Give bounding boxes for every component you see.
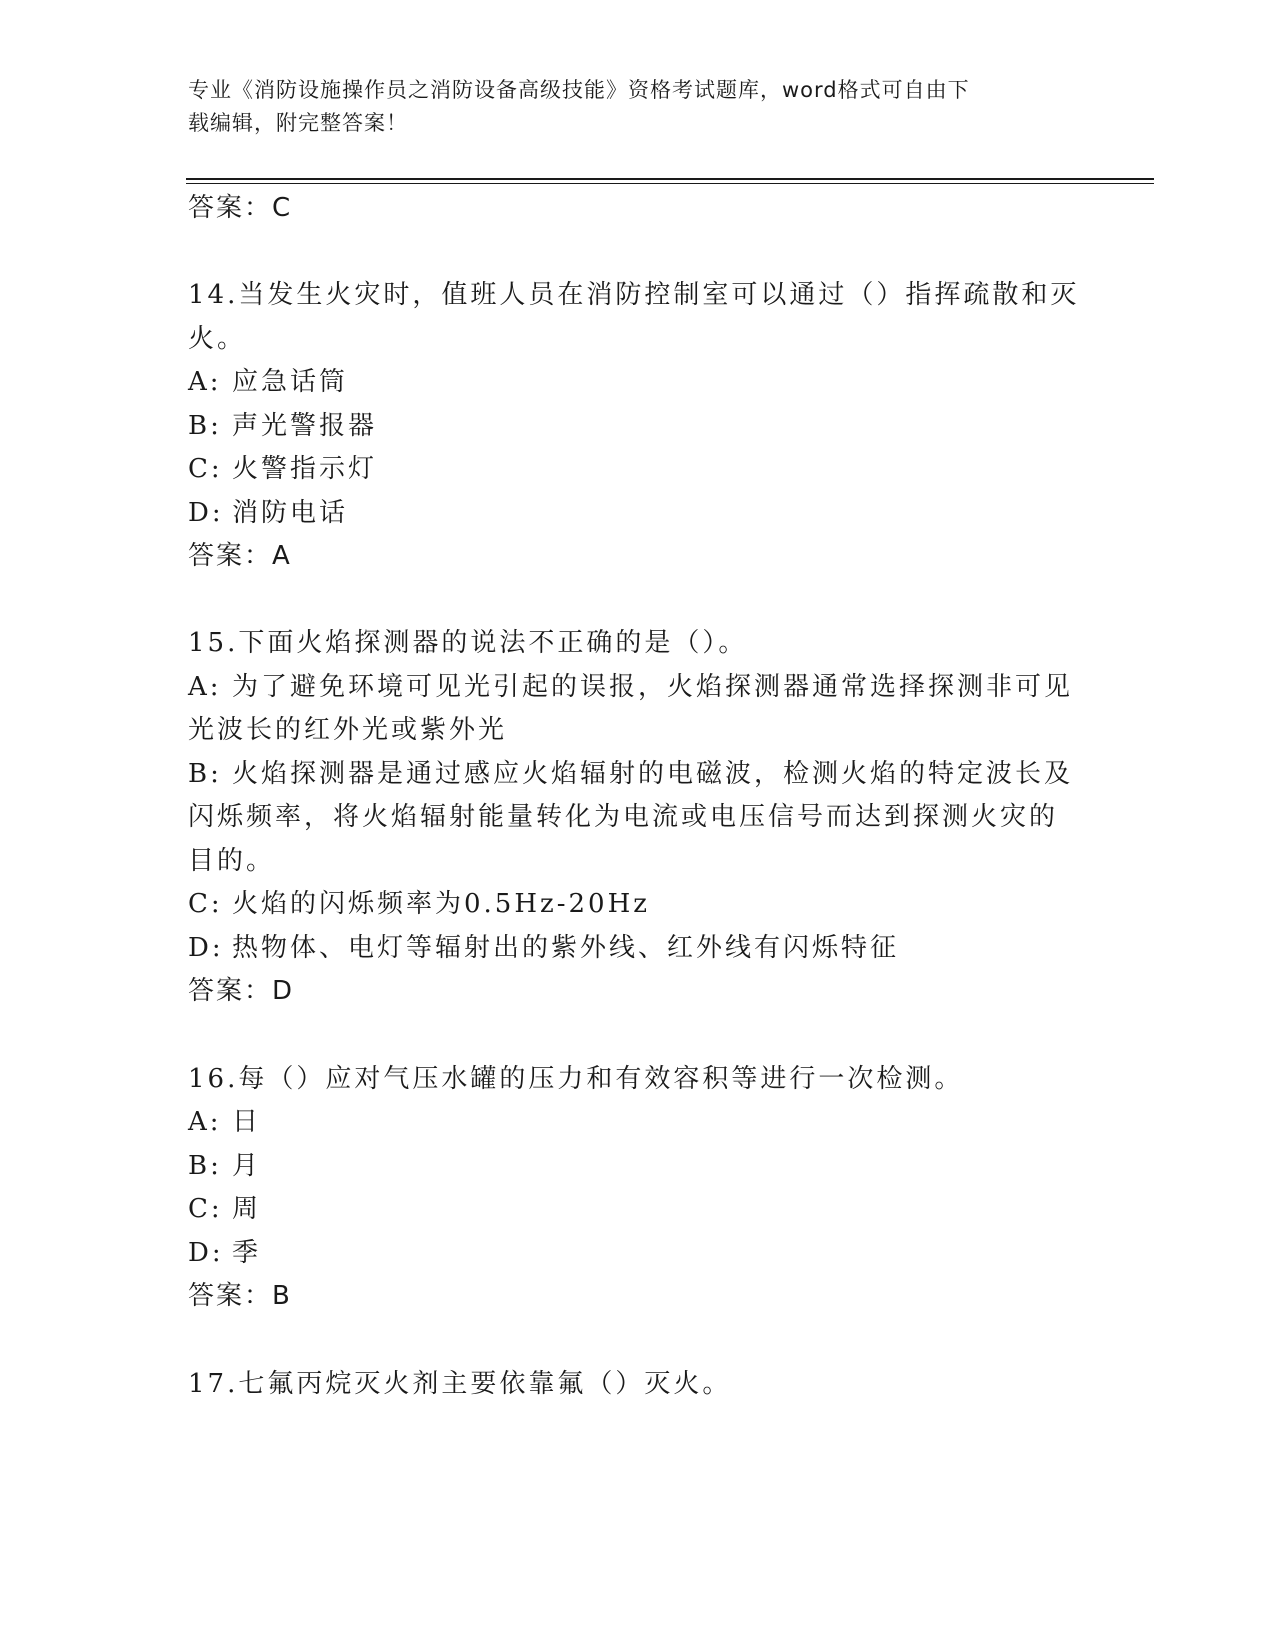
option-text: 日 [232,1107,262,1137]
option-key: A: [188,367,222,397]
option-text: 热物体、电灯等辐射出的紫外线、红外线有闪烁特征 [232,933,900,963]
question-14-stem-line-1: 14.当发生火灾时，值班人员在消防控制室可以通过（）指挥疏散和灭 [188,280,1080,310]
question-16-answer: 答案：B [188,1281,292,1311]
question-15-option-b-line-2: 闪烁频率，将火焰辐射能量转化为电流或电压信号而达到探测火灾的 [188,802,1059,832]
question-15-option-a-line-2: 光波长的红外光或紫外光 [188,715,508,745]
option-text: 消防电话 [232,498,349,528]
option-key: B: [188,1151,222,1181]
question-14-stem-line-2: 火。 [188,324,247,354]
option-text: 周 [232,1194,262,1224]
option-text: 声光警报器 [232,411,378,441]
header-rule-thick [186,178,1154,180]
question-14-option-c [188,452,377,486]
option-key: D: [188,498,224,528]
option-text: 为了避免环境可见光引起的误报，火焰探测器通常选择探测非可见 [232,672,1074,702]
question-16-option-d [188,1236,261,1270]
question-14-option-b [188,409,377,443]
question-15-option-b-line-1 [188,757,1073,791]
header-line-2: 载编辑，附完整答案！ [188,111,408,135]
question-15-answer: 答案：D [188,976,295,1006]
option-text: 季 [232,1238,262,1268]
question-15-option-a-line-1 [188,670,1073,704]
question-16-option-b [188,1149,261,1183]
option-text: 月 [232,1151,262,1181]
option-text: 应急话筒 [232,367,349,397]
header-line-1: 专业《消防设施操作员之消防设备高级技能》资格考试题库，word格式可自由下 [188,78,970,102]
option-key: C: [188,889,223,919]
option-key: A: [188,672,222,702]
question-15-option-b-line-3: 目的。 [188,846,276,876]
question-15-stem: 15.下面火焰探测器的说法不正确的是（）。 [188,628,748,658]
option-text: 火焰探测器是通过感应火焰辐射的电磁波，检测火焰的特定波长及 [232,759,1074,789]
option-key: B: [188,411,222,441]
option-key: B: [188,759,222,789]
question-14-answer: 答案：A [188,541,292,571]
header-rule-thin [186,183,1154,184]
question-14-option-d [188,496,348,530]
option-key: C: [188,1194,223,1224]
document-header [188,74,1068,140]
question-15-option-c [188,887,650,921]
option-text: 火警指示灯 [232,454,378,484]
previous-answer: 答案：C [188,193,293,223]
question-14-option-a [188,365,348,399]
question-16-option-a [188,1105,261,1139]
option-key: D: [188,1238,224,1268]
option-key: D: [188,933,224,963]
question-15-option-d [188,931,899,965]
option-text: 火焰的闪烁频率为0.5Hz-20Hz [232,889,650,919]
option-key: A: [188,1107,222,1137]
option-key: C: [188,454,223,484]
question-16-stem: 16.每（）应对气压水罐的压力和有效容积等进行一次检测。 [188,1064,964,1094]
question-16-option-c [188,1192,261,1226]
question-17-stem: 17.七氟丙烷灭火剂主要依靠氟（）灭火。 [188,1369,732,1399]
